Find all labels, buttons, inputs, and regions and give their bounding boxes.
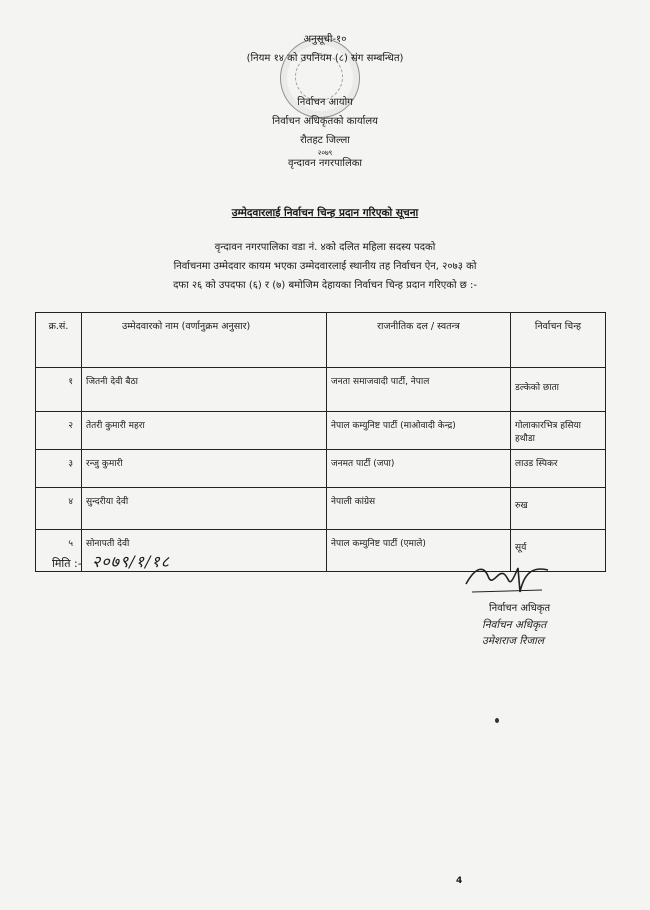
rule-reference: (नियम १४ को उपनियम (८) संग सम्बन्धित) (246, 53, 404, 64)
col-header-sn: क्र.सं. (36, 313, 82, 368)
page-number: 4 (456, 876, 463, 886)
handwritten-date: २०७९/१/१८ (92, 552, 171, 571)
date-label: मिति :- (52, 557, 82, 570)
cell-party: नेपाल कम्युनिष्ट पार्टी (माओवादी केन्द्र) (327, 412, 511, 450)
cell-symbol: सूर्य (511, 530, 606, 572)
cell-name: सुन्दरीया देवी (82, 488, 327, 530)
cell-party: जनमत पार्टी (जपा) (327, 450, 511, 488)
office-name: निर्वाचन अधिकृतको कार्यालय (272, 116, 378, 127)
cell-party: जनता समाजवादी पार्टी, नेपाल (327, 368, 511, 412)
notice-title: उम्मेदवारलाई निर्वाचन चिन्ह प्रदान गरिएको सूचना (231, 207, 419, 219)
year-label: २०७९ (317, 149, 333, 157)
signature-scribble (462, 562, 552, 598)
commission-name: निर्वाचन आयोग (297, 97, 353, 108)
cell-sn: ३ (36, 450, 82, 488)
cell-sn: १ (36, 368, 82, 412)
cell-sn: ४ (36, 488, 82, 530)
notice-line-1: वृन्दावन नगरपालिका वडा नं. ४को दलित महिला सदस्य पदको (214, 242, 436, 253)
col-header-symbol: निर्वाचन चिन्ह (511, 313, 606, 368)
col-header-party: राजनीतिक दल / स्वतन्त्र (327, 313, 511, 368)
cell-symbol: रुख (511, 488, 606, 530)
cell-sn: २ (36, 412, 82, 450)
ink-dot (495, 718, 499, 723)
signatory-title: निर्वाचन अधिकृत (489, 603, 551, 614)
col-header-name: उम्मेदवारको नाम (वर्णानुक्रम अनुसार) (82, 313, 327, 368)
cell-symbol: गोलाकारभित्र हसिया हथौडा (511, 412, 606, 450)
annex-label: अनुसूची-१० (303, 34, 347, 45)
stamp-line-1: निर्वाचन अधिकृत (482, 619, 547, 631)
cell-name: रन्जु कुमारी (82, 450, 327, 488)
table-row (36, 450, 606, 488)
candidates-table (35, 312, 606, 572)
stamp-line-2: उमेशराज रिजाल (482, 635, 544, 647)
table-header-row (36, 313, 606, 368)
cell-symbol: लाउड स्पिकर (511, 450, 606, 488)
cell-sn: ५ (36, 530, 82, 572)
notice-line-2: निर्वाचनमा उम्मेदवार कायम भएका उम्मेदवारलाई स्थानीय तह निर्वाचन ऐन, २०७३ को (173, 261, 477, 272)
cell-name: सोनापती देवी (82, 530, 327, 572)
table-row (36, 412, 606, 450)
cell-symbol: डल्केको छाता (511, 368, 606, 412)
cell-name: तेतरी कुमारी महरा (82, 412, 327, 450)
table-row (36, 488, 606, 530)
cell-party: नेपाल कम्युनिष्ट पार्टी (एमाले) (327, 530, 511, 572)
table-row (36, 368, 606, 412)
cell-name: जितनी देवी बैठा (82, 368, 327, 412)
municipality-name: वृन्दावन नगरपालिका (287, 158, 363, 169)
notice-line-3: दफा २६ को उपदफा (६) र (७) बमोजिम देहायका निर्वाचन चिन्ह प्रदान गरिएको छ :- (173, 280, 477, 291)
district-name: रौतहट जिल्ला (300, 135, 350, 146)
cell-party: नेपाली कांग्रेस (327, 488, 511, 530)
